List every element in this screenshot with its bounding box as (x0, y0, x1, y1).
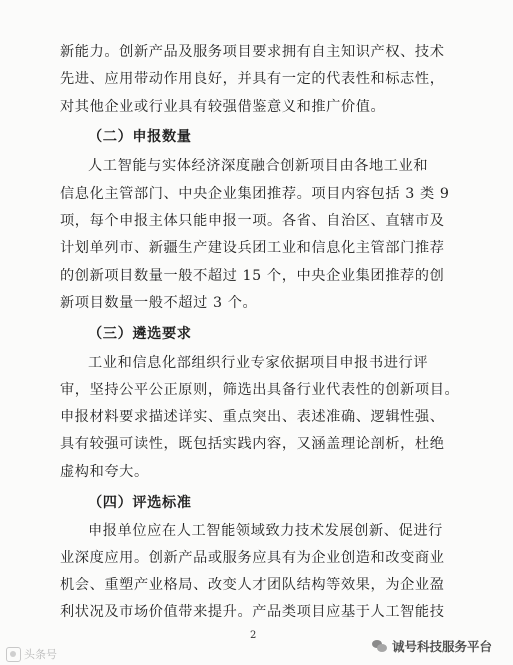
watermark-left-text: 头条号 (24, 648, 57, 661)
paragraph-line: 计划单列市、新疆生产建设兵团工业和信息化主管部门推荐 (60, 240, 445, 256)
section-heading-criteria: （四）评选标准 (88, 495, 192, 511)
paragraph-line: 具有较强可读性，既包括实践内容，又涵盖理论剖析，杜绝 (60, 436, 445, 452)
paragraph-line: 对其他企业或行业具有较强借鉴意义和推广价值。 (60, 99, 386, 115)
wechat-icon (372, 639, 388, 653)
paragraph-line: 虚构和夸大。 (60, 464, 149, 480)
watermark-right (372, 637, 492, 655)
paragraph-line: 申报材料要求描述详实、重点突出、表述准确、逻辑性强、 (60, 409, 445, 425)
section-heading-selection: （三）遴选要求 (88, 326, 192, 342)
paragraph-line: 的创新项目数量一般不超过 15 个，中央企业集团推荐的创 (60, 268, 445, 284)
paragraph-line: 业深度应用。创新产品或服务应具有为企业创造和改变商业 (60, 550, 445, 566)
paragraph-line: 审，坚持公平公正原则，筛选出具备行业代表性的创新项目。 (60, 382, 460, 398)
page-number: 2 (250, 630, 257, 641)
paragraph-line: 项，每个申报主体只能申报一项。各省、自治区、直辖市及 (60, 213, 445, 229)
paragraph-line: 信息化主管部门、中央企业集团推荐。项目内容包括 3 类 9 (60, 186, 450, 202)
section-heading-quantity: （二）申报数量 (88, 129, 192, 145)
watermark-right-text: 诚号科技服务平台 (392, 639, 493, 654)
toutiao-logo-icon (6, 647, 21, 662)
paragraph-line: 工业和信息化部组织行业专家依据项目申报书进行评 (88, 355, 429, 371)
paragraph-line: 先进、应用带动作用良好，并具有一定的代表性和标志性， (60, 71, 445, 87)
paragraph-line: 人工智能与实体经济深度融合创新项目由各地工业和 (88, 158, 429, 174)
paragraph-line: 新项目数量一般不超过 3 个。 (60, 295, 258, 311)
paragraph-line: 新能力。创新产品及服务项目要求拥有自主知识产权、技术 (60, 44, 445, 60)
paragraph-line: 申报单位应在人工智能领域致力技术发展创新、促进行 (88, 523, 443, 539)
paragraph-line: 利状况及市场价值带来提升。产品类项目应基于人工智能技 (60, 604, 445, 620)
watermark-left (6, 646, 57, 662)
paragraph-line: 机会、重塑产业格局、改变人才团队结构等效果，为企业盈 (60, 577, 445, 593)
